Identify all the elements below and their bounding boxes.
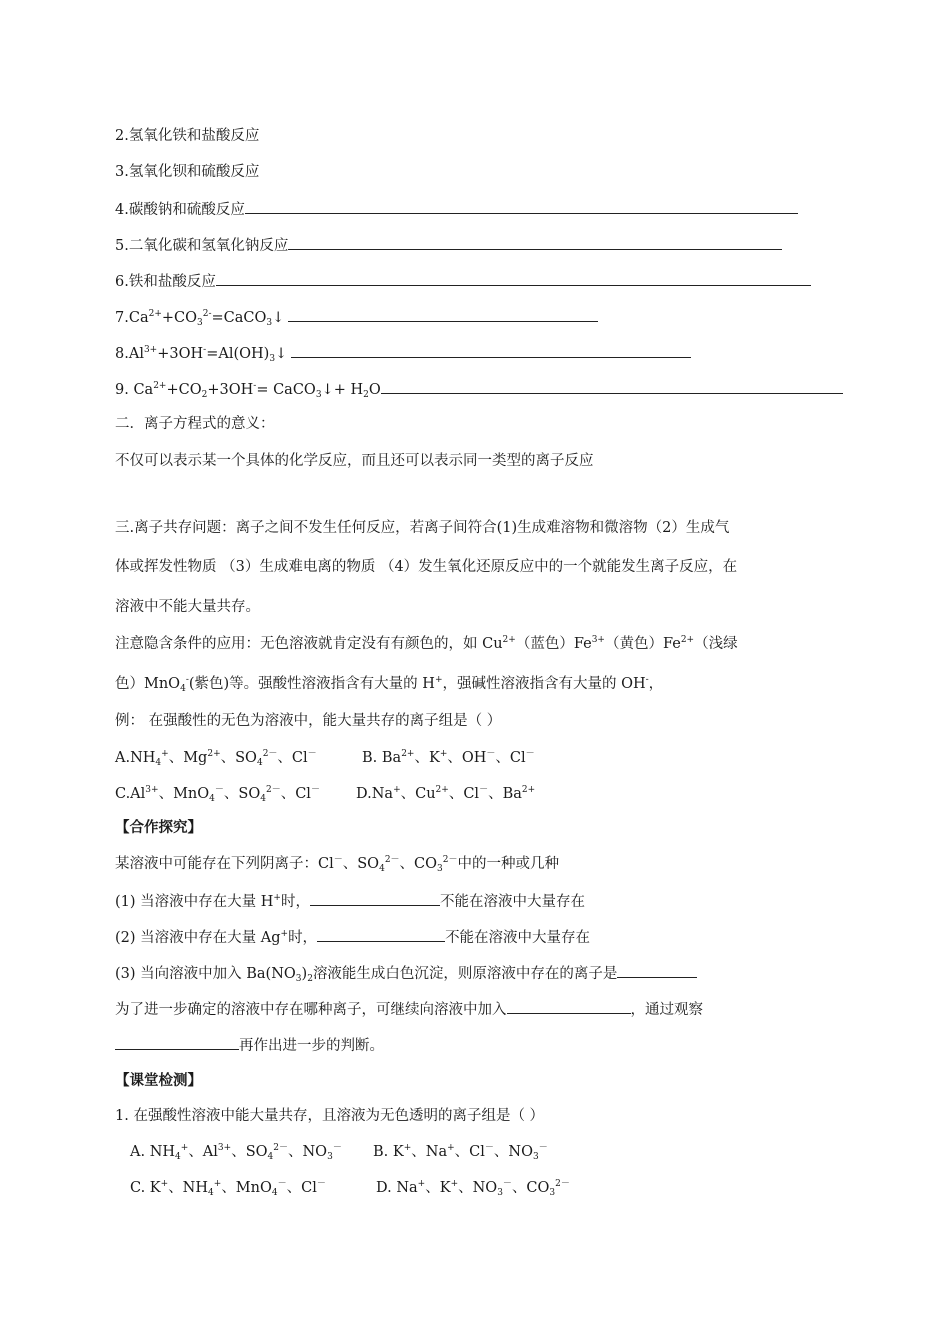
answer-blank[interactable] — [381, 378, 843, 394]
option-a[interactable]: $A.NH_4^+$、$Mg^{2+}$、$SO_4^{2-}$、Cl－ — [115, 749, 317, 768]
answer-blank[interactable] — [115, 1034, 239, 1050]
cooperation-q3: (3) 当向溶液中加入 $Ba(NO_3)_2$溶液能生成白色沉淀，则原溶液中存在的离子是 — [115, 962, 697, 984]
question-3: 3.氢氧化钡和硫酸反应 — [115, 164, 260, 180]
check-option-b[interactable]: B. K+、Na+、Cl－、$NO_3^-$ — [373, 1143, 548, 1162]
section-2-body: 不仅可以表示某一个具体的化学反应，而且还可以表示同一类型的离子反应 — [115, 453, 594, 469]
answer-blank[interactable] — [216, 270, 811, 286]
cooperation-q2: (2) 当溶液中存在大量 Ag+时， 不能在溶液中大量存在 — [115, 926, 590, 948]
question-4: 4.碳酸钠和硫酸反应 — [115, 198, 798, 220]
option-b[interactable]: B. $Ba^{2+}$、K+、OH－、Cl－ — [362, 749, 535, 766]
cooperation-title: 【合作探究】 — [115, 819, 202, 836]
answer-blank[interactable] — [317, 926, 445, 942]
cooperation-q5: 再作出进一步的判断。 — [115, 1034, 384, 1056]
section-3-line-3: 溶液中不能大量共存。 — [115, 599, 260, 615]
option-d[interactable]: D.Na+、$Cu^{2+}$、Cl－、$Ba^{2+}$ — [356, 785, 536, 802]
answer-blank[interactable] — [617, 962, 697, 978]
answer-blank[interactable] — [288, 234, 782, 250]
question-7: $7.Ca^{2+}+CO_3^{2-}=CaCO_3↓$ — [115, 306, 598, 328]
check-option-d[interactable]: D. Na+、K+、$NO_3^-$、$CO_3^{2-}$ — [376, 1179, 570, 1198]
section-2-heading: 二．离子方程式的意义： — [115, 416, 275, 432]
section-3-line-1: 三.离子共存问题：离子之间不发生任何反应，若离子间符合(1)生成难溶物和微溶物（2）生成气 — [115, 520, 730, 536]
check-option-c[interactable]: C. K+、$NH_4^+$、MnO$_4$－、Cl－ — [130, 1179, 326, 1198]
cooperation-intro: 某溶液中可能存在下列阴离子：Cl－、$SO_4^{2-}$、$CO_3^{2-}$中的一种或几种 — [115, 855, 559, 874]
section-3-line-2: 体或挥发性物质 （3）生成难电离的物质 （4）发生氧化还原反应中的一个就能发生离子反应，在 — [115, 559, 738, 575]
answer-blank[interactable] — [291, 342, 691, 358]
example-question: 例： 在强酸性的无色为溶液中，能大量共存的离子组是（ ） — [115, 713, 502, 729]
question-9: 9. $Ca^{2+}+CO_2+3OH^-=$ CaCO$_3$↓+ $H_2O$ — [115, 378, 843, 400]
answer-blank[interactable] — [245, 198, 798, 214]
note-line-2: 色）MnO$_4$-(紫色)等。强酸性溶液指含有大量的 H+，强碱性溶液指含有大量的 OH-， — [115, 675, 664, 694]
question-2: 2.氢氧化铁和盐酸反应 — [115, 128, 260, 144]
question-8: $8.Al^{3+}+3OH^-=Al(OH)_3↓$ — [115, 342, 691, 364]
answer-blank[interactable] — [507, 998, 631, 1014]
answer-blank[interactable] — [288, 306, 598, 322]
question-6: 6.铁和盐酸反应 — [115, 270, 811, 292]
question-5: 5.二氧化碳和氢氧化钠反应 — [115, 234, 782, 256]
check-option-a[interactable]: A. $NH_4^+$、$Al^{3+}$、$SO_4^{2-}$、$NO_3^-$ — [130, 1143, 342, 1162]
check-title: 【课堂检测】 — [115, 1072, 202, 1089]
cooperation-q1: (1) 当溶液中存在大量 H+时， 不能在溶液中大量存在 — [115, 890, 585, 912]
option-c[interactable]: $C.Al^{3+}$、MnO$_4$－、$SO_4^{2-}$、Cl－ — [115, 785, 320, 804]
note-line-1: 注意隐含条件的应用：无色溶液就肯定没有有颜色的，如 $Cu^{2+}$（蓝色）$Fe^{3+}$（黄色）$Fe^{2+}$（浅绿 — [115, 635, 738, 652]
check-question-1: 1. 在强酸性溶液中能大量共存，且溶液为无色透明的离子组是（ ） — [115, 1108, 545, 1124]
answer-blank[interactable] — [310, 890, 440, 906]
cooperation-q4: 为了进一步确定的溶液中存在哪种离子，可继续向溶液中加入 ，通过观察 — [115, 998, 703, 1020]
